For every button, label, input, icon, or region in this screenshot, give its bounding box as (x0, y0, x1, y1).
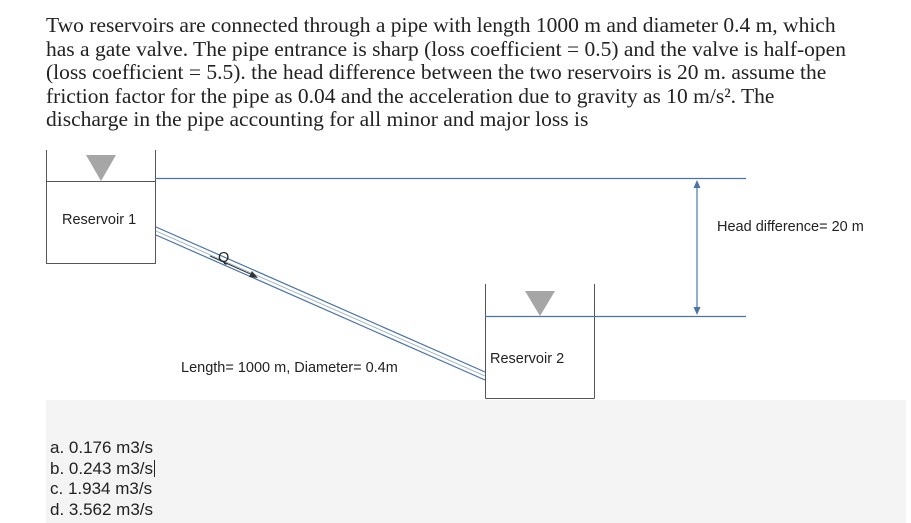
option-letter: b. (50, 458, 65, 478)
option-c[interactable] (50, 479, 155, 500)
option-a[interactable] (50, 438, 155, 459)
question-line: friction factor for the pipe as 0.04 and the acceleration due to gravity as 10 m/s². The (46, 83, 775, 108)
answer-options (50, 438, 155, 520)
option-d[interactable] (50, 500, 155, 521)
question-line: Two reservoirs are connected through a pipe with length 1000 m and diameter 0.4 m, which (46, 13, 836, 37)
arrow-down-icon (694, 307, 701, 315)
option-letter: d. (50, 499, 65, 519)
question-line: (loss coefficient = 5.5). the head difference between the two reservoirs is 20 m. assume the (46, 60, 827, 84)
head-difference-label: Head difference= 20 m (717, 219, 864, 235)
option-text: 0.243 m3/s (68, 458, 154, 478)
pipe-center-line (156, 231, 485, 376)
pipe-bottom-line (156, 235, 485, 380)
flow-label: Q (218, 250, 230, 266)
pipe-top-line (156, 227, 485, 372)
reservoir-2-label: Reservoir 2 (490, 351, 565, 367)
flow-arrowhead-icon (249, 271, 258, 278)
option-b[interactable] (50, 459, 155, 480)
water-level-triangle-icon (86, 155, 116, 181)
pipe-length-diameter-label: Length= 1000 m, Diameter= 0.4m (181, 360, 398, 376)
question-line: has a gate valve. The pipe entrance is sharp (loss coefficient = 0.5) and the valve is half-open (46, 36, 846, 61)
option-letter: c. (50, 479, 64, 498)
option-text: 1.934 m3/s (67, 479, 153, 498)
question-line: discharge in the pipe accounting for all minor and major loss is (46, 107, 589, 131)
reservoir-1-label: Reservoir 1 (62, 212, 137, 228)
option-text: 0.176 m3/s (68, 438, 154, 457)
option-letter: a. (50, 438, 65, 457)
water-level-triangle-icon (525, 291, 555, 316)
text-cursor (154, 460, 155, 477)
arrow-up-icon (694, 180, 701, 188)
options-panel (46, 400, 906, 523)
option-text: 3.562 m3/s (68, 499, 154, 519)
flow-arrow-icon (210, 256, 255, 276)
